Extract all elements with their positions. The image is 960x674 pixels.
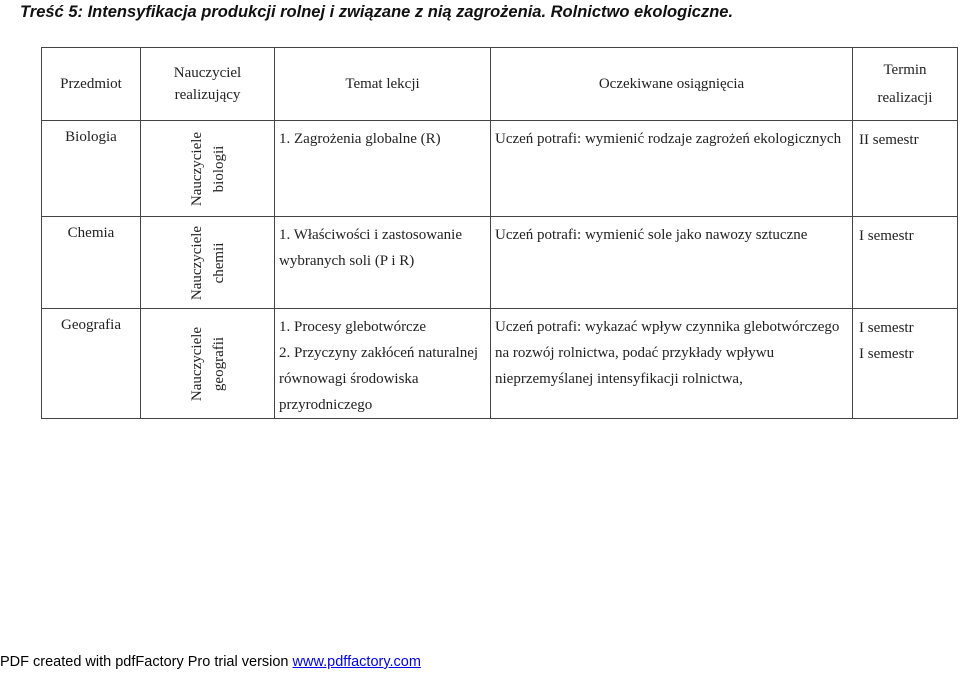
document-title: Treść 5: Intensyfikacja produkcji rolnej i związane z nią zagrożenia. Rolnictwo ekologiczne. [20,3,734,21]
header-term: Termin realizacji [853,48,958,121]
pdffactory-link[interactable]: www.pdffactory.com [292,654,421,670]
teacher-cell: Nauczyciele biologii [141,121,275,217]
table-row [42,121,958,217]
header-subject: Przedmiot [42,48,141,121]
table-row [42,217,958,309]
pdf-footer [0,654,421,670]
topic-cell: 1. Właściwości i zastosowanie wybranych soli (P i R) [275,217,491,309]
table-row [42,309,958,419]
outcomes-cell: Uczeń potrafi: wykazać wpływ czynnika glebotwórczego na rozwój rolnictwa, podać przykłady wpływu nieprzemyślanej intensyfikacji rolnictwa, [491,309,853,419]
topic-cell: 1. Procesy glebotwórcze 2. Przyczyny zakłóceń naturalnej równowagi środowiska przyrodniczego [275,309,491,419]
header-outcomes: Oczekiwane osiągnięcia [491,48,853,121]
term-cell: I semestr [853,217,958,309]
subject-cell: Biologia [42,121,141,217]
topic-cell: 1. Zagrożenia globalne (R) [275,121,491,217]
subject-cell: Geografia [42,309,141,419]
term-cell: II semestr [853,121,958,217]
header-topic: Temat lekcji [275,48,491,121]
header-teacher: Nauczyciel realizujący [141,48,275,121]
footer-text: PDF created with pdfFactory Pro trial version [0,654,293,670]
teacher-cell: Nauczyciele geografii [141,309,275,419]
table-header-row [42,48,958,121]
outcomes-cell: Uczeń potrafi: wymienić sole jako nawozy sztuczne [491,217,853,309]
teacher-cell: Nauczyciele chemii [141,217,275,309]
curriculum-table [41,47,958,419]
outcomes-cell: Uczeń potrafi: wymienić rodzaje zagrożeń ekologicznych [491,121,853,217]
term-cell: I semestr I semestr [853,309,958,419]
subject-cell: Chemia [42,217,141,309]
